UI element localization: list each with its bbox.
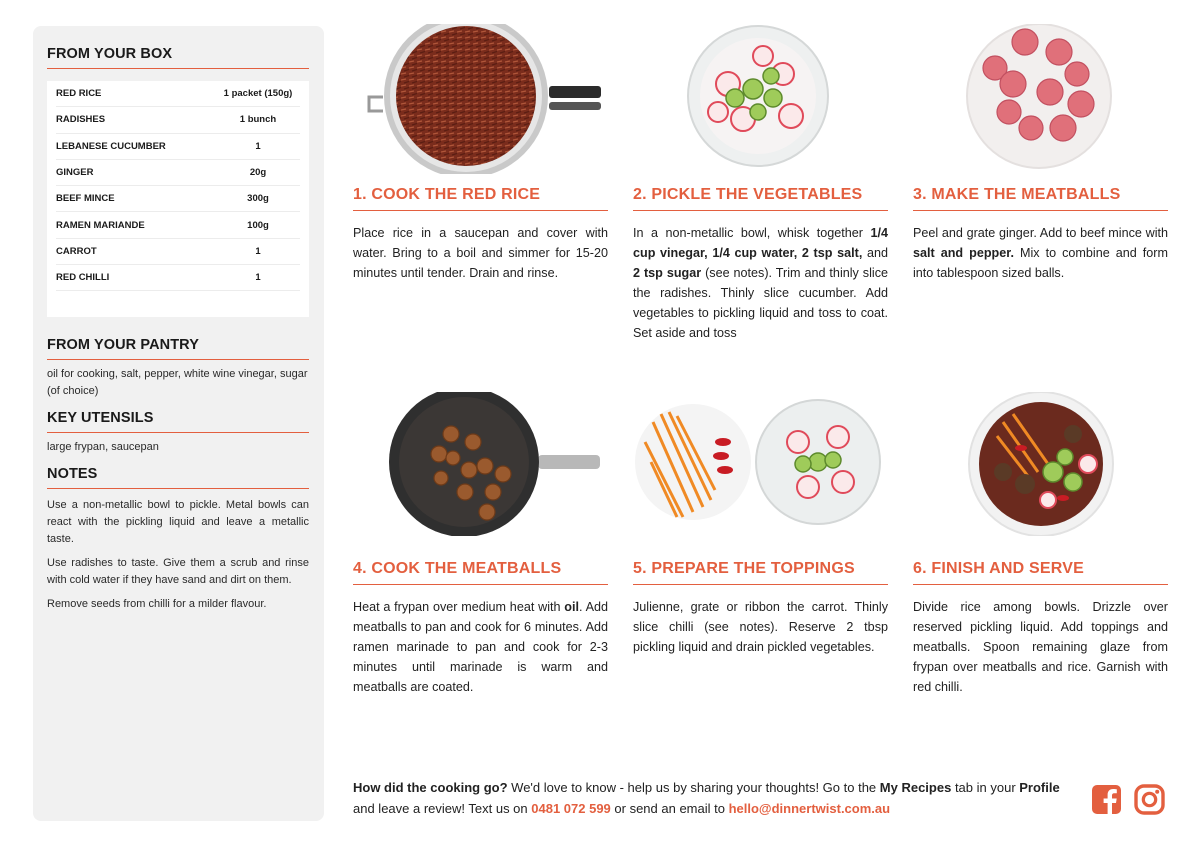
ingredient-row — [56, 81, 300, 107]
note-item: Remove seeds from chilli for a milder flavour. — [47, 598, 267, 610]
ingredient-name: BEEF MINCE — [56, 193, 115, 205]
pickled-vegetables-photo — [633, 24, 888, 174]
feedback-footer: How did the cooking go? We'd love to know - help us by sharing your thoughts! Go to the My Recipes tab in your Profile and leave a review! Text us on 0481 072 599 or send an email to hello@dinnertwist.com.au — [353, 780, 1060, 816]
notes-body — [47, 497, 309, 613]
step-5 — [633, 392, 888, 657]
ingredient-name: RADISHES — [56, 114, 106, 126]
utensils-text: large frypan, saucepan — [47, 441, 159, 453]
step-title: 2. PICKLE THE VEGETABLES — [633, 186, 888, 211]
pantry-heading: FROM YOUR PANTRY — [47, 337, 309, 360]
step-title: 3. MAKE THE MEATBALLS — [913, 186, 1168, 211]
notes-section — [47, 466, 309, 613]
footer-question: How did the cooking go? — [353, 780, 508, 795]
step-title: 4. COOK THE MEATBALLS — [353, 560, 608, 585]
ingredient-quantity: 1 bunch — [239, 114, 277, 126]
ingredient-quantity: 100g — [247, 219, 269, 231]
step-text: Place rice in a saucepan and cover with water. Bring to a boil and simmer for 15-20 minutes until tender. Drain and rinse. — [353, 226, 608, 280]
ingredient-row — [56, 107, 300, 133]
step-3 — [913, 24, 1168, 283]
step-1 — [353, 24, 608, 283]
ingredient-row — [56, 265, 300, 291]
step-2 — [633, 24, 888, 343]
step-title: 1. COOK THE RED RICE — [353, 186, 608, 211]
from-box-heading: FROM YOUR BOX — [47, 46, 309, 69]
step-text: Heat a frypan over medium heat with oil. Add meatballs to pan and cook for 6 minutes. Add ramen marinade to pan and cook for 2-3 minutes until marinade is warm and meatballs are coated. — [353, 600, 608, 694]
facebook-icon[interactable] — [1091, 784, 1122, 820]
step-4 — [353, 392, 608, 697]
utensils-section — [47, 410, 309, 456]
ingredient-name: RAMEN MARIANDE — [56, 219, 145, 231]
profile-link[interactable]: Profile — [1019, 780, 1060, 795]
email-link[interactable]: hello@dinnertwist.com.au — [728, 801, 891, 816]
ingredient-name: RED RICE — [56, 88, 102, 100]
my-recipes-link[interactable]: My Recipes — [879, 780, 952, 795]
ingredient-name: GINGER — [56, 167, 94, 179]
ingredients-table — [47, 81, 309, 317]
step-title: 5. PREPARE THE TOPPINGS — [633, 560, 888, 585]
step-text: Divide rice among bowls. Drizzle over reserved pickling liquid. Add toppings and meatballs. Spoon remaining glaze from frypan over meatballs and rice. Garnish with red chilli. — [913, 600, 1168, 694]
step-text: Julienne, grate or ribbon the carrot. Thinly slice chilli (see notes). Reserve 2 tbsp pickling liquid and drain pickled vegetables. — [633, 600, 888, 654]
pantry-text: oil for cooking, salt, pepper, white wine vinegar, sugar (of choice) — [47, 368, 308, 397]
ingredient-name: CARROT — [56, 245, 97, 257]
meatballs-frypan-photo — [353, 392, 608, 536]
instagram-icon[interactable] — [1134, 784, 1165, 820]
ingredient-name: RED CHILLI — [56, 272, 110, 284]
ingredient-row — [56, 186, 300, 212]
step-title: 6. FINISH AND SERVE — [913, 560, 1168, 585]
ingredient-row — [56, 212, 300, 238]
pantry-section — [47, 337, 309, 400]
utensils-heading: KEY UTENSILS — [47, 410, 309, 433]
raw-meatballs-photo — [913, 24, 1168, 174]
ingredient-name: LEBANESE CUCUMBER — [56, 140, 166, 152]
step-6 — [913, 392, 1168, 697]
ingredient-quantity: 1 packet (150g) — [223, 88, 293, 100]
ingredient-quantity: 1 — [255, 245, 261, 257]
ingredient-quantity: 300g — [247, 193, 269, 205]
note-item: Use a non-metallic bowl to pickle. Metal bowls can react with the pickling liquid and leave a metallic taste. — [47, 499, 309, 545]
ingredient-row — [56, 160, 300, 186]
ingredient-quantity: 1 — [255, 272, 261, 284]
ingredient-row — [56, 239, 300, 265]
ingredient-quantity: 20g — [249, 167, 267, 179]
finished-bowl-photo — [913, 392, 1168, 536]
step-text: Peel and grate ginger. Add to beef mince with salt and pepper. Mix to combine and form into tablespoon sized balls. — [913, 226, 1168, 280]
phone-link[interactable]: 0481 072 599 — [531, 801, 611, 816]
ingredient-quantity: 1 — [255, 140, 261, 152]
notes-heading: NOTES — [47, 466, 309, 489]
note-item: Use radishes to taste. Give them a scrub and rinse with cold water if they have sand and dirt on them. — [47, 557, 309, 586]
ingredient-row — [56, 134, 300, 160]
red-rice-photo — [353, 24, 608, 174]
sidebar — [33, 26, 324, 821]
step-text: In a non-metallic bowl, whisk together 1/4 cup vinegar, 1/4 cup water, 2 tsp salt, and 2 tsp sugar (see notes). Trim and thinly slice the radishes. Thinly slice cucumber. Add vegetables to pickling liquid and toss to coat. Set aside and toss — [633, 226, 888, 340]
toppings-photo — [633, 392, 888, 536]
